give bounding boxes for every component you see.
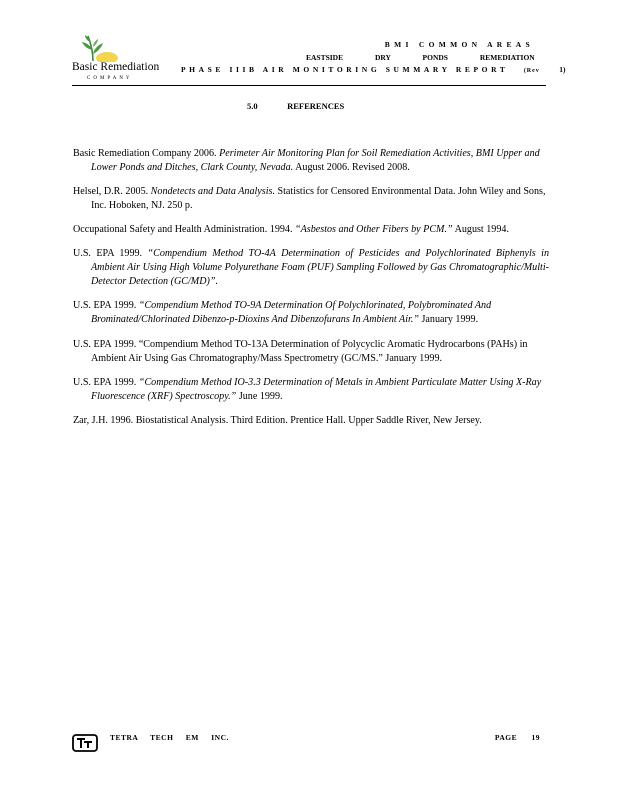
- reference-details: June 1999.: [238, 390, 283, 402]
- header-line-3: [181, 65, 566, 74]
- reference-author: U.S. EPA 1999.: [73, 300, 137, 312]
- page-label: PAGE: [494, 733, 518, 742]
- reference-entry: [73, 147, 549, 175]
- reference-details: August 2006. Revised 2008.: [295, 162, 410, 174]
- reference-details: Statistics for Censored Environmental Data. John Wiley and Sons, Inc. Hoboken, NJ. 250 p.: [91, 186, 546, 212]
- reference-author: Helsel, D.R. 2005.: [73, 186, 149, 198]
- reference-details: Biostatistical Analysis. Third Edition. Prentice Hall. Upper Saddle River, New Jersey.: [135, 414, 482, 426]
- revision-number: 1): [559, 65, 566, 74]
- section-number: 5.0: [247, 101, 258, 111]
- reference-author: U.S. EPA 1999.: [73, 338, 137, 350]
- reference-details: January 1999.: [421, 314, 479, 326]
- sun-plant-icon: [80, 34, 126, 62]
- reference-author: Basic Remediation Company 2006.: [73, 148, 217, 160]
- header-line-2: EASTSIDE DRY PONDS REMEDIATION: [306, 53, 535, 62]
- reference-entry: [73, 247, 549, 289]
- revision-label: (Rev: [523, 68, 540, 74]
- reference-title: “Compendium Method TO-4A Determination of Pesticides and Polychlorinated Biphenyls in Ambient Air Using High Volume Polyurethane Foam (PUF) Sampling Followed by Gas Chromatographic/Multi-Detector Detection (GC/MD)”.: [91, 248, 549, 288]
- reference-title: Perimeter Air Monitoring Plan for Soil Remediation Activities, BMI Upper and Lower Ponds and Ditches, Clark County, Nevada.: [91, 148, 540, 174]
- reference-author: Occupational Safety and Health Administration. 1994.: [73, 224, 293, 236]
- reference-entry: [73, 223, 549, 237]
- header-line-1: BMI COMMON AREAS: [384, 40, 534, 49]
- reference-details: January 1999.: [385, 352, 443, 364]
- reference-author: U.S. EPA 1999.: [73, 376, 137, 388]
- reference-title: “Asbestos and Other Fibers by PCM.”: [295, 224, 453, 236]
- reference-title: “Compendium Method TO-13A Determination of Polycyclic Aromatic Hydrocarbons (PAHs) in Ambient Air Using Gas Chromatography/Mass Spectrometry (GC/MS.”: [91, 338, 528, 364]
- reference-details: August 1994.: [454, 224, 509, 236]
- tetra-tech-icon: [72, 734, 98, 752]
- reference-entry: [73, 185, 549, 213]
- footer-company: TETRA TECH EM INC.: [110, 733, 229, 742]
- reference-list: [73, 137, 549, 438]
- section-heading: [247, 101, 344, 111]
- page-number: 19: [531, 733, 540, 742]
- reference-title: “Compendium Method IO-3.3 Determination of Metals in Ambient Particulate Matter Using X-Ray Fluorescence (XRF) Spectroscopy.”: [91, 376, 542, 402]
- reference-entry: [73, 376, 549, 404]
- reference-author: Zar, J.H. 1996.: [73, 414, 134, 426]
- logo-company-label: COMPANY: [87, 76, 133, 81]
- reference-author: U.S. EPA 1999.: [73, 248, 143, 260]
- reference-entry: [73, 338, 549, 366]
- reference-entry: [73, 414, 549, 428]
- header-divider: [72, 85, 546, 86]
- reference-entry: [73, 299, 549, 327]
- logo-company-name: Basic Remediation: [72, 61, 160, 73]
- page-number-block: [495, 733, 540, 742]
- tetra-tech-logo: [72, 734, 98, 752]
- reference-title: Nondetects and Data Analysis.: [150, 186, 275, 198]
- basic-remediation-logo: [68, 34, 164, 84]
- reference-title: “Compendium Method TO-9A Determination Of Polychlorinated, Polybrominated And Brominated/Chlorinated Dibenzo-p-Dioxins And Dibenzofurans In Ambient Air.”: [91, 300, 492, 326]
- section-title: REFERENCES: [287, 101, 345, 111]
- report-title: PHASE IIIB AIR MONITORING SUMMARY REPORT: [181, 65, 509, 74]
